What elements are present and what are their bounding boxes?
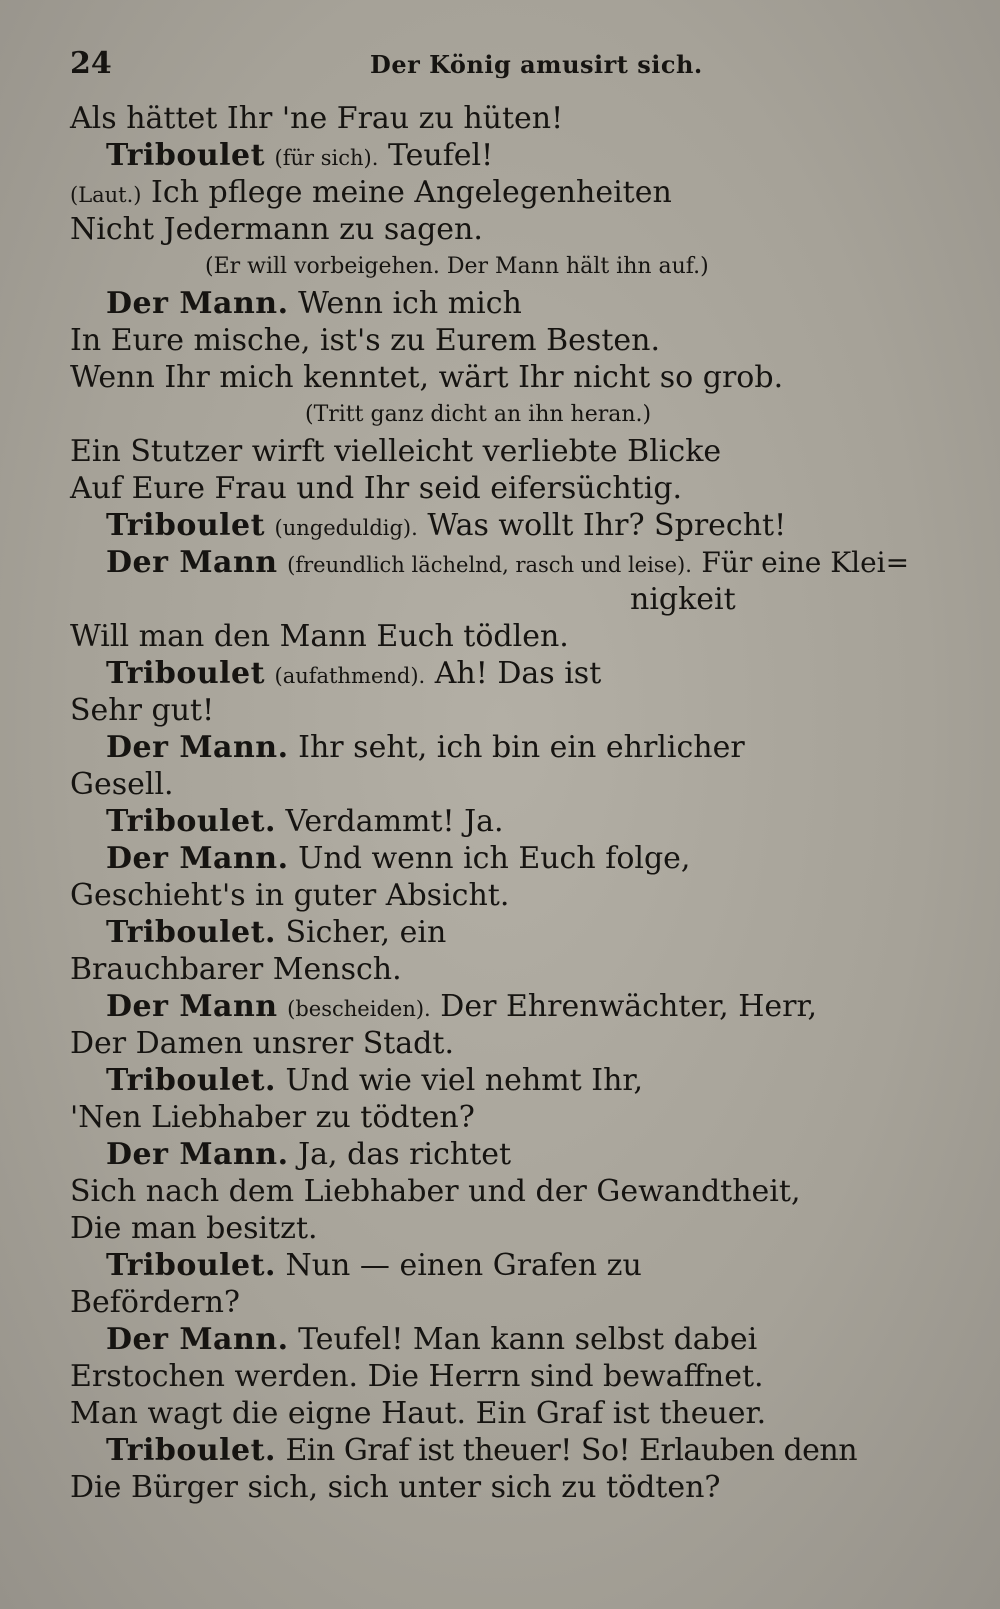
verse-text: Ihr seht, ich bin ein ehrlicher bbox=[298, 730, 745, 765]
verse-text: Ein Graf ist theuer! So! Erlauben denn bbox=[285, 1433, 858, 1468]
speaker-name: Triboulet bbox=[106, 656, 265, 691]
verse-text: Was wollt Ihr? Sprecht! bbox=[427, 508, 787, 543]
speaker-name: Triboulet bbox=[106, 508, 265, 543]
verse-text: Nun — einen Grafen zu bbox=[285, 1248, 642, 1283]
speech-line bbox=[70, 914, 970, 951]
verse-text: Gesell. bbox=[70, 767, 174, 802]
speaker-name: Triboulet. bbox=[106, 1433, 276, 1468]
speaker-name: Triboulet. bbox=[106, 1063, 276, 1098]
verse-text: Geschieht's in guter Absicht. bbox=[70, 878, 510, 913]
speaker-name: Der Mann bbox=[106, 989, 278, 1024]
verse-line bbox=[70, 433, 970, 470]
verse-line bbox=[70, 322, 970, 359]
stage-direction: (Laut.) bbox=[70, 183, 142, 207]
stage-direction: (bescheiden). bbox=[287, 997, 431, 1021]
verse-text: Sicher, ein bbox=[285, 915, 447, 950]
verse-line bbox=[70, 100, 970, 137]
speech-line bbox=[70, 507, 970, 544]
verse-line bbox=[70, 359, 970, 396]
verse-line bbox=[70, 211, 970, 248]
verse-text: Die Bürger sich, sich unter sich zu tödten? bbox=[70, 1470, 721, 1505]
verse-text: Befördern? bbox=[70, 1285, 241, 1320]
verse-line bbox=[70, 174, 970, 211]
verse-line bbox=[70, 951, 970, 988]
verse-line bbox=[70, 470, 970, 507]
verse-line bbox=[70, 1099, 970, 1136]
speech-line bbox=[70, 1432, 970, 1469]
speech-line bbox=[70, 655, 970, 692]
speech-line bbox=[70, 988, 970, 1025]
verse-text: Teufel! bbox=[387, 138, 494, 173]
verse-text: Brauchbarer Mensch. bbox=[70, 952, 402, 987]
speech-line bbox=[70, 1321, 970, 1358]
verse-line bbox=[70, 877, 970, 914]
verse-text: Und wenn ich Euch folge, bbox=[298, 841, 691, 876]
verse-line bbox=[70, 692, 970, 729]
verse-line bbox=[70, 1358, 970, 1395]
speech-line bbox=[70, 285, 970, 322]
verse-text: Auf Eure Frau und Ihr seid eifersüchtig. bbox=[70, 471, 683, 506]
speaker-name: Der Mann. bbox=[106, 841, 289, 876]
stage-direction: (Er will vorbeigehen. Der Mann hält ihn auf.) bbox=[205, 254, 709, 279]
speaker-name: Der Mann. bbox=[106, 730, 289, 765]
speech-line bbox=[70, 137, 970, 174]
verse-text: Nicht Jedermann zu sagen. bbox=[70, 212, 483, 247]
stage-direction: (Tritt ganz dicht an ihn heran.) bbox=[305, 402, 652, 427]
verse-text: 'Nen Liebhaber zu tödten? bbox=[70, 1100, 475, 1135]
speaker-name: Triboulet. bbox=[106, 915, 276, 950]
verse-text: Wenn Ihr mich kenntet, wärt Ihr nicht so grob. bbox=[70, 360, 784, 395]
running-title: Der König amusirt sich. bbox=[370, 50, 703, 79]
verse-line bbox=[70, 618, 970, 655]
stage-direction: (freundlich lächelnd, rasch und leise). bbox=[287, 553, 692, 577]
stage-direction: (für sich). bbox=[274, 146, 379, 170]
verse-text: Die man besitzt. bbox=[70, 1211, 318, 1246]
speech-line bbox=[70, 729, 970, 766]
verse-line bbox=[70, 1173, 970, 1210]
play-text bbox=[70, 100, 970, 1506]
verse-line bbox=[70, 581, 970, 618]
verse-text: nigkeit bbox=[630, 582, 736, 617]
speech-line bbox=[70, 1247, 970, 1284]
speech-line bbox=[70, 1136, 970, 1173]
speech-line bbox=[70, 840, 970, 877]
verse-text: Ein Stutzer wirft vielleicht verliebte Blicke bbox=[70, 434, 722, 469]
page-header bbox=[70, 46, 940, 86]
verse-text: Als hättet Ihr 'ne Frau zu hüten! bbox=[70, 101, 564, 136]
speaker-name: Der Mann. bbox=[106, 1322, 289, 1357]
verse-text: Der Damen unsrer Stadt. bbox=[70, 1026, 454, 1061]
page-number: 24 bbox=[70, 46, 112, 81]
verse-text: Der Ehrenwächter, Herr, bbox=[440, 989, 818, 1024]
verse-text: Man wagt die eigne Haut. Ein Graf ist theuer. bbox=[70, 1396, 767, 1431]
verse-text: Will man den Mann Euch tödlen. bbox=[70, 619, 569, 654]
speaker-name: Der Mann. bbox=[106, 286, 289, 321]
speaker-name: Triboulet. bbox=[106, 804, 276, 839]
speech-line bbox=[70, 803, 970, 840]
verse-text: Sehr gut! bbox=[70, 693, 215, 728]
verse-text: Ich pflege meine Angelegenheiten bbox=[151, 175, 672, 210]
stage-direction-line bbox=[70, 396, 970, 433]
verse-text: Ah! Das ist bbox=[434, 656, 602, 691]
verse-text: Verdammt! Ja. bbox=[285, 804, 504, 839]
stage-direction-line bbox=[70, 248, 970, 285]
verse-text: Und wie viel nehmt Ihr, bbox=[285, 1063, 644, 1098]
verse-text: Sich nach dem Liebhaber und der Gewandtheit, bbox=[70, 1174, 801, 1209]
verse-line bbox=[70, 1469, 970, 1506]
speaker-name: Der Mann bbox=[106, 545, 278, 580]
speaker-name: Der Mann. bbox=[106, 1137, 289, 1172]
speech-line bbox=[70, 544, 970, 581]
verse-line bbox=[70, 1210, 970, 1247]
stage-direction: (ungeduldig). bbox=[274, 516, 418, 540]
verse-text: Wenn ich mich bbox=[298, 286, 522, 321]
verse-line bbox=[70, 1025, 970, 1062]
verse-line bbox=[70, 1395, 970, 1432]
speech-line bbox=[70, 1062, 970, 1099]
verse-line bbox=[70, 1284, 970, 1321]
speaker-name: Triboulet. bbox=[106, 1248, 276, 1283]
speaker-name: Triboulet bbox=[106, 138, 265, 173]
verse-text: Teufel! Man kann selbst dabei bbox=[298, 1322, 758, 1357]
verse-text: Für eine Klei= bbox=[701, 546, 910, 579]
verse-text: In Eure mische, ist's zu Eurem Besten. bbox=[70, 323, 660, 358]
verse-text: Erstochen werden. Die Herrn sind bewaffnet. bbox=[70, 1359, 764, 1394]
verse-line bbox=[70, 766, 970, 803]
verse-text: Ja, das richtet bbox=[298, 1137, 512, 1172]
stage-direction: (aufathmend). bbox=[274, 664, 426, 688]
